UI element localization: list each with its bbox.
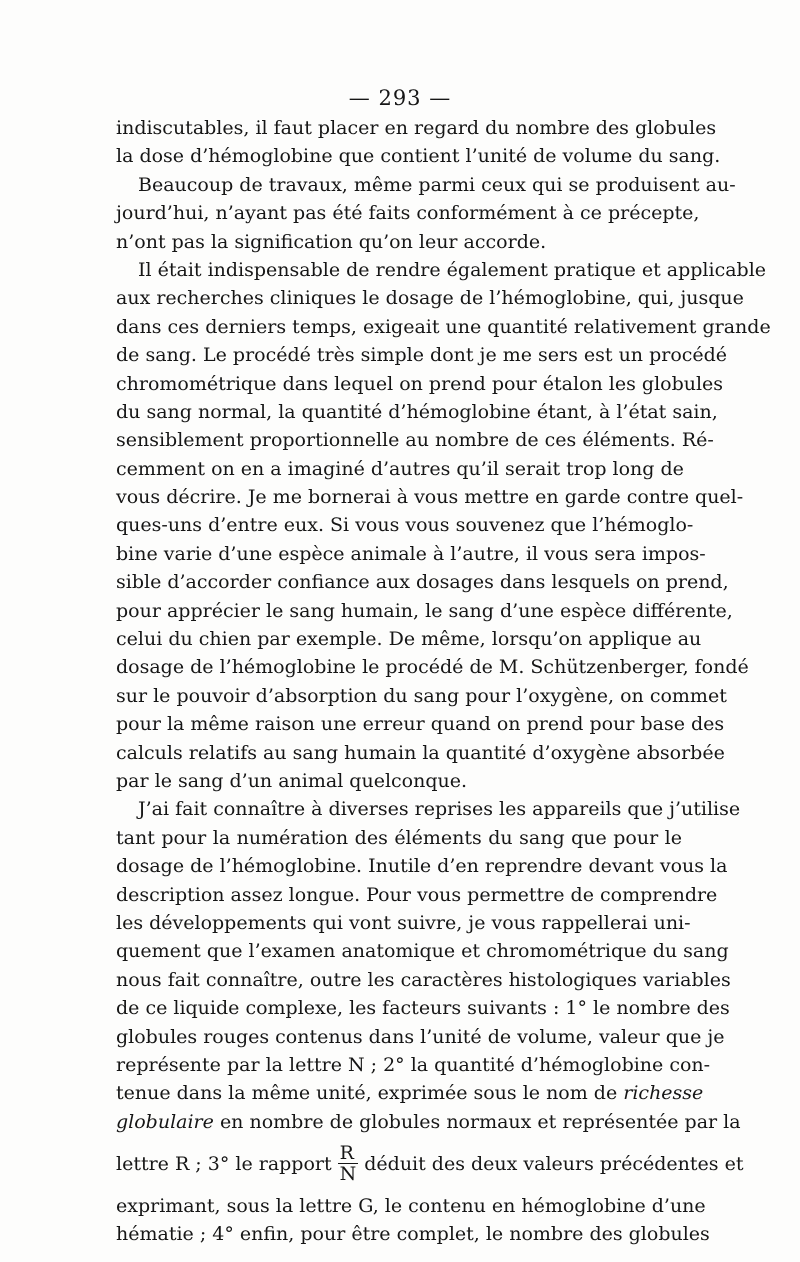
text-line: cemment on en a imaginé d’autres qu’il serait trop long de bbox=[116, 457, 684, 480]
text-line-with-fraction bbox=[116, 1136, 744, 1192]
text-line: quement que l’examen anatomique et chromométrique du sang bbox=[116, 940, 729, 963]
text-line: sur le pouvoir d’absorption du sang pour l’oxygène, on commet bbox=[116, 684, 727, 707]
fraction bbox=[338, 1143, 359, 1184]
text-line: du sang normal, la quantité d’hémoglobine étant, à l’état sain, bbox=[116, 400, 718, 423]
text-line: pour apprécier le sang humain, le sang d’une espèce différente, bbox=[116, 599, 733, 622]
text-line: chromométrique dans lequel on prend pour étalon les globules bbox=[116, 372, 724, 395]
text-line: dans ces derniers temps, exigeait une quantité relativement grande bbox=[116, 315, 771, 338]
text-segment: tenue dans la même unité, exprimée sous le nom de bbox=[116, 1082, 618, 1105]
text-line: de ce liquide complexe, les facteurs suivants : 1° le nombre des bbox=[116, 997, 730, 1020]
text-line bbox=[116, 1108, 741, 1136]
text-line: sensiblement proportionnelle au nombre de ces éléments. Ré- bbox=[116, 429, 714, 452]
text-line: vous décrire. Je me bornerai à vous mettre en garde contre quel- bbox=[116, 486, 744, 509]
text-line: globules rouges contenus dans l’unité de volume, valeur que je bbox=[116, 1025, 725, 1048]
text-segment: lettre R ; 3° le rapport bbox=[116, 1153, 332, 1176]
text-segment: en nombre de globules normaux et représentée par la bbox=[219, 1110, 741, 1133]
text-line: hématie ; 4° enfin, pour être complet, le nombre des globules bbox=[116, 1223, 710, 1246]
text-line: celui du chien par exemple. De même, lorsqu’on applique au bbox=[116, 628, 702, 651]
text-line: les développements qui vont suivre, je vous rappellerai uni- bbox=[116, 911, 691, 934]
text-line: indiscutables, il faut placer en regard du nombre des globules bbox=[116, 117, 717, 139]
page-number: — 293 — bbox=[348, 86, 452, 110]
text-line: J’ai fait connaître à diverses reprises les appareils que j’utilise bbox=[138, 798, 741, 821]
text-line: Il était indispensable de rendre également pratique et applicable bbox=[138, 258, 767, 281]
text-line: calculs relatifs au sang humain la quantité d’oxygène absorbée bbox=[116, 741, 725, 764]
text-line: représente par la lettre N ; 2° la quantité d’hémoglobine con- bbox=[116, 1053, 711, 1076]
text-line: n’ont pas la signification qu’on leur accorde. bbox=[116, 230, 547, 253]
text-line: jourd’hui, n’ayant pas été faits conformément à ce précepte, bbox=[116, 202, 700, 225]
text-line: description assez longue. Pour vous permettre de comprendre bbox=[116, 883, 718, 906]
text-segment: déduit des deux valeurs précédentes et bbox=[364, 1153, 744, 1176]
page-text bbox=[116, 114, 771, 1249]
fraction-denominator: N bbox=[339, 1162, 357, 1185]
italic-term: globulaire bbox=[116, 1110, 214, 1133]
fraction-numerator: R bbox=[338, 1143, 359, 1164]
text-line: dosage de l’hémoglobine. Inutile d’en reprendre devant vous la bbox=[116, 855, 728, 878]
text-line: aux recherches cliniques le dosage de l’hémoglobine, qui, jusque bbox=[116, 287, 744, 310]
text-line: tant pour la numération des éléments du sang que pour le bbox=[116, 826, 682, 849]
italic-term: richesse bbox=[623, 1082, 704, 1105]
text-line: pour la même raison une erreur quand on prend pour base des bbox=[116, 713, 725, 736]
text-line: sible d’accorder confiance aux dosages dans lesquels on prend, bbox=[116, 571, 729, 594]
text-line: par le sang d’un animal quelconque. bbox=[116, 769, 468, 792]
text-line: bine varie d’une espèce animale à l’autre, il vous sera impos- bbox=[116, 542, 706, 565]
text-line: nous fait connaître, outre les caractères histologiques variables bbox=[116, 968, 731, 991]
text-line: ques-uns d’entre eux. Si vous vous souvenez que l’hémoglo- bbox=[116, 514, 694, 537]
text-line: dosage de l’hémoglobine le procédé de M. Schützenberger, fondé bbox=[116, 656, 749, 679]
text-line bbox=[116, 1079, 704, 1107]
text-line: Beaucoup de travaux, même parmi ceux qui se produisent au- bbox=[138, 173, 736, 196]
text-line: exprimant, sous la lettre G, le contenu en hémoglobine d’une bbox=[116, 1195, 706, 1218]
text-line: de sang. Le procédé très simple dont je me sers est un procédé bbox=[116, 344, 728, 367]
text-line: la dose d’hémoglobine que contient l’unité de volume du sang. bbox=[116, 145, 721, 168]
